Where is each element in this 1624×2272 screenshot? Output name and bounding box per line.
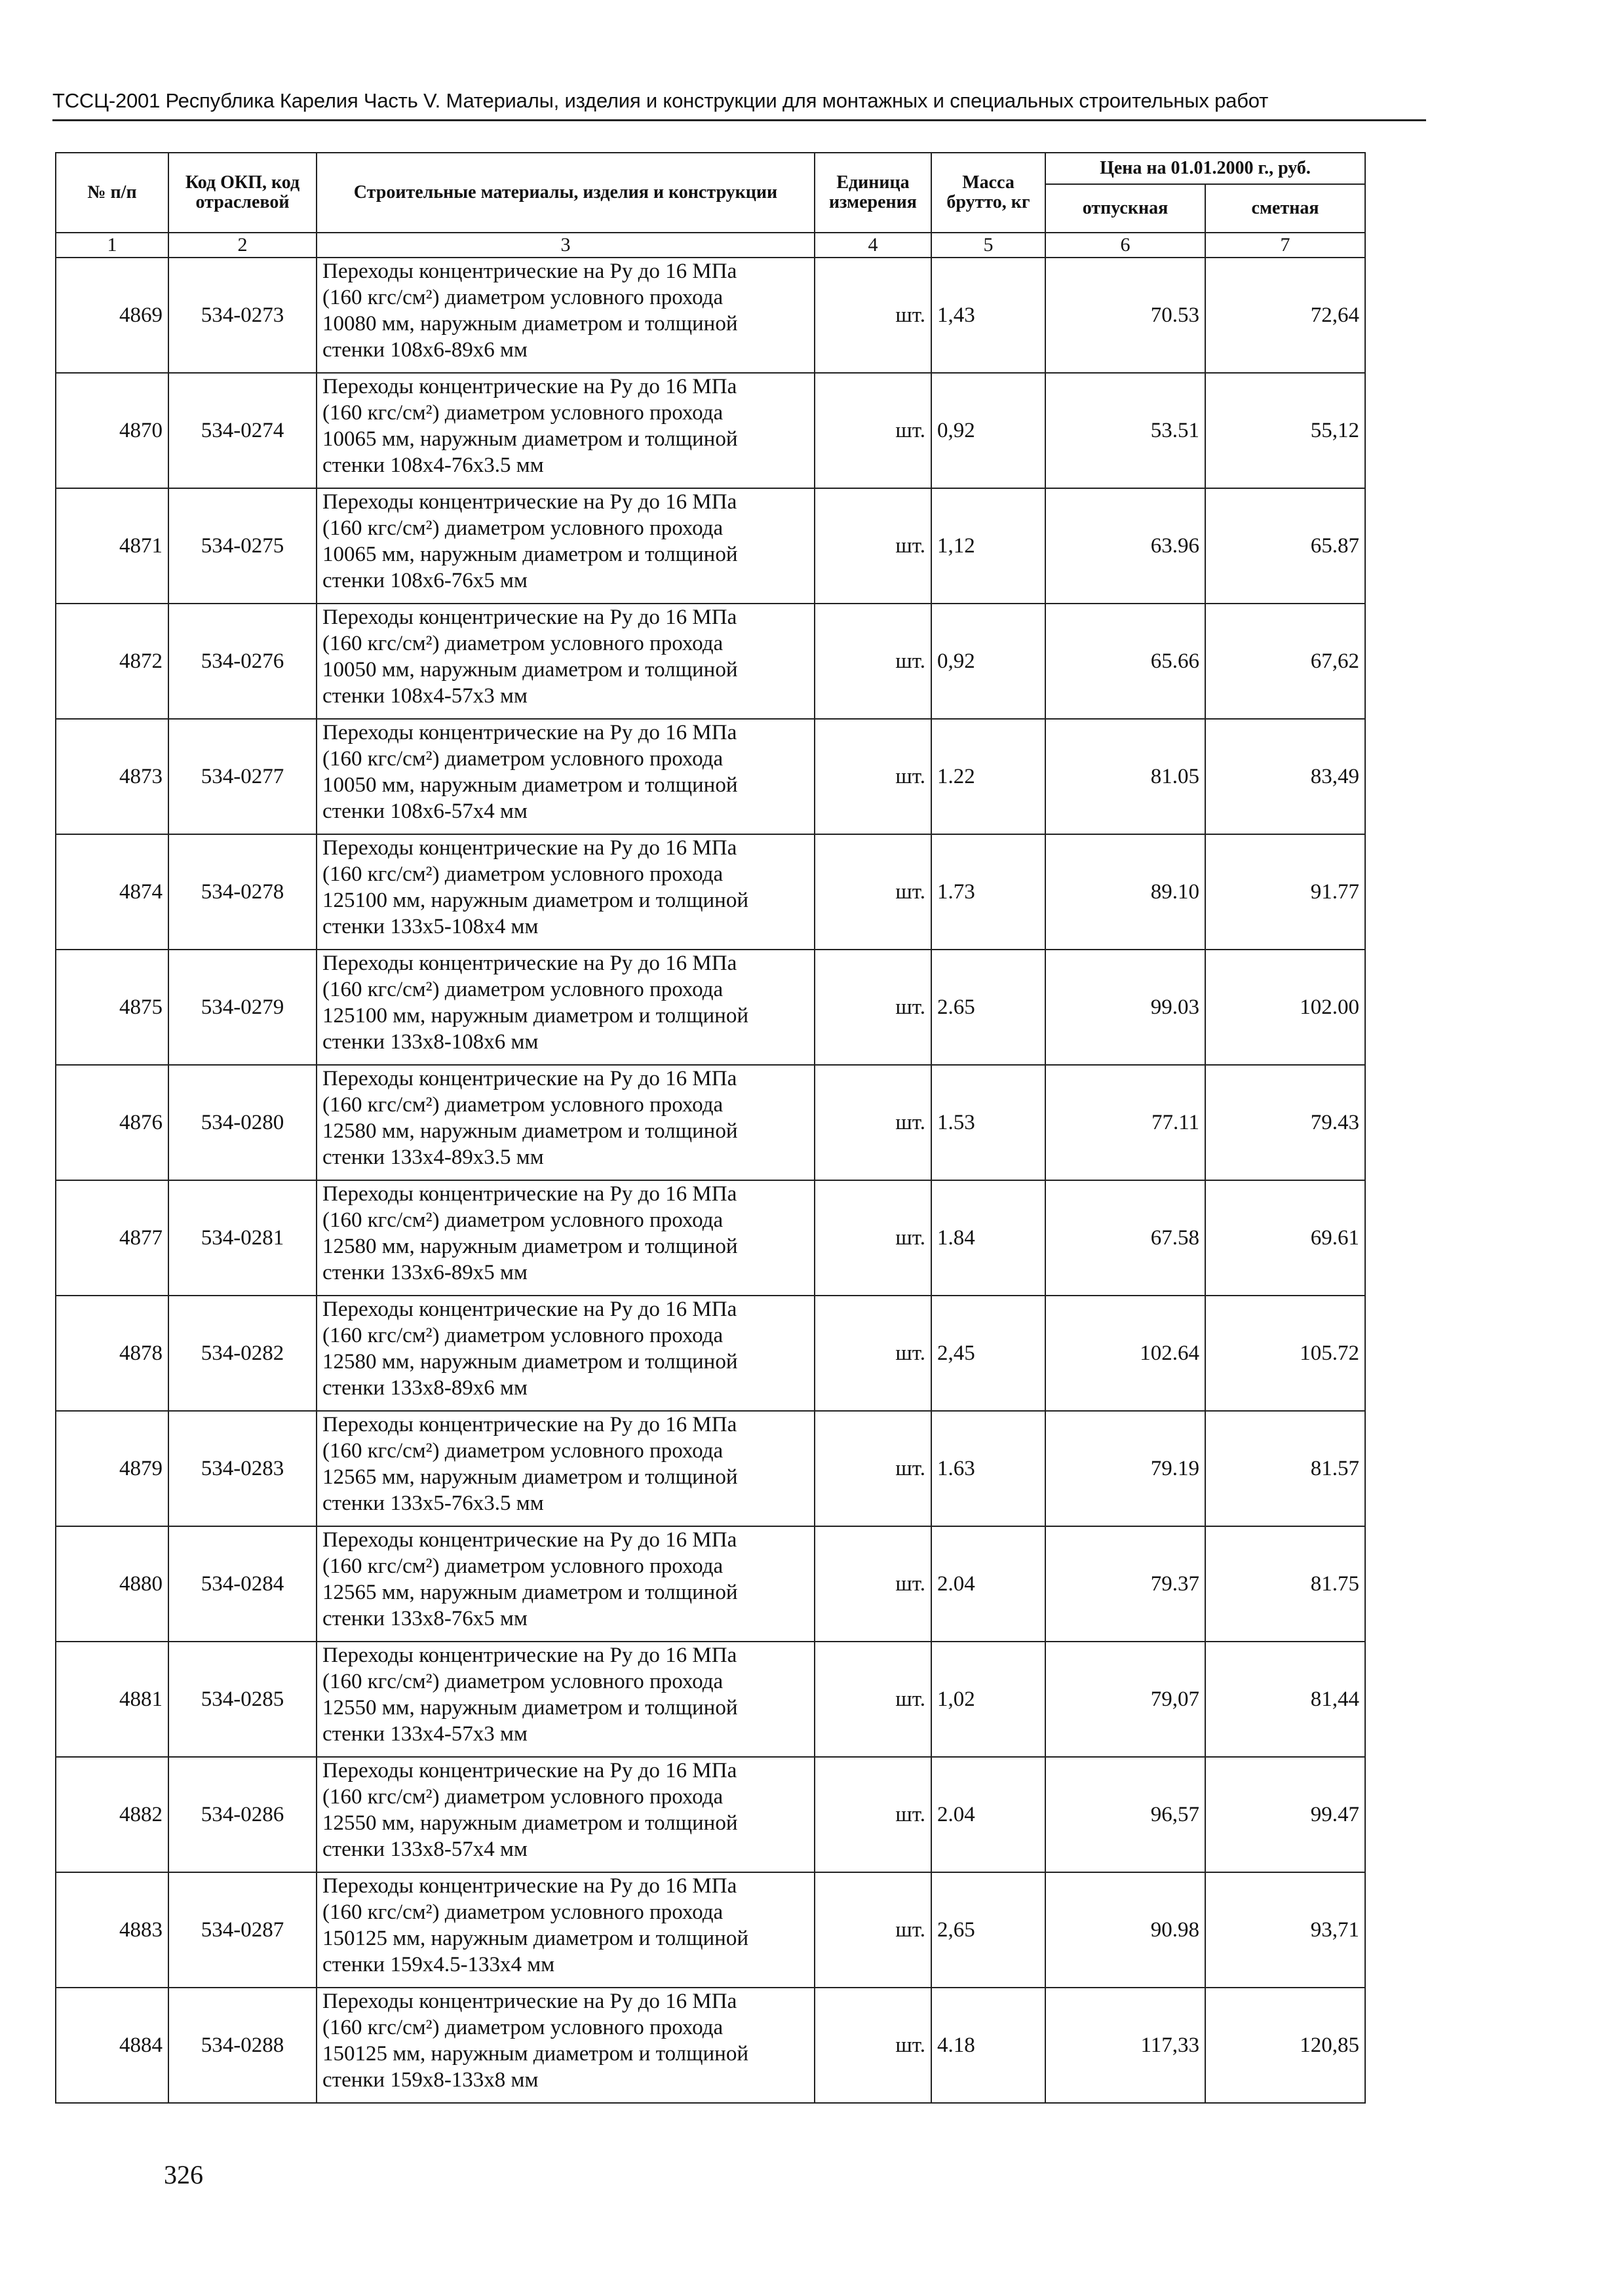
description-line: 12565 мм, наружным диаметром и толщиной: [322, 1581, 738, 1604]
okp-code: 534-0286: [168, 1757, 317, 1872]
description-line: стенки 108х6-76х5 мм: [322, 569, 528, 592]
table-row: [56, 1411, 1365, 1526]
description-line: (160 кгс/см²) диаметром условного прохода: [322, 1670, 724, 1693]
estimate-price: 99.47: [1205, 1757, 1365, 1872]
okp-code: 534-0285: [168, 1642, 317, 1757]
description-line: стенки 133х8-108х6 мм: [322, 1030, 539, 1054]
item-description: [317, 834, 815, 950]
col-header-unit: Единица измерения: [815, 153, 931, 233]
column-number: 5: [931, 233, 1045, 258]
description-line: стенки 108х4-57х3 мм: [322, 684, 528, 708]
description-line: стенки 108х6-57х4 мм: [322, 799, 528, 823]
unit-of-measure: шт.: [815, 719, 931, 834]
gross-mass: 0,92: [931, 373, 1045, 488]
description-line: Переходы концентрические на Ру до 16 МПа: [322, 375, 737, 398]
item-description: [317, 1988, 815, 2103]
description-line: стенки 133х8-89х6 мм: [322, 1376, 528, 1400]
table-row: [56, 1642, 1365, 1757]
estimate-price: 91.77: [1205, 834, 1365, 950]
description-line: 10065 мм, наружным диаметром и толщиной: [322, 543, 738, 566]
okp-code: 534-0284: [168, 1526, 317, 1642]
release-price: 96,57: [1045, 1757, 1205, 1872]
description-line: 12580 мм, наружным диаметром и толщиной: [322, 1235, 738, 1258]
description-line: 125100 мм, наружным диаметром и толщиной: [322, 889, 748, 912]
description-line: (160 кгс/см²) диаметром условного прохода: [322, 1785, 724, 1809]
row-number: 4870: [56, 373, 168, 488]
table-row: [56, 834, 1365, 950]
description-line: (160 кгс/см²) диаметром условного прохода: [322, 1093, 724, 1117]
description-line: (160 кгс/см²) диаметром условного прохода: [322, 1900, 724, 1924]
unit-of-measure: шт.: [815, 488, 931, 604]
gross-mass: 2,45: [931, 1296, 1045, 1411]
gross-mass: 2.65: [931, 950, 1045, 1065]
col-header-price-group: Цена на 01.01.2000 г., руб.: [1045, 153, 1365, 184]
unit-of-measure: шт.: [815, 1642, 931, 1757]
estimate-price: 102.00: [1205, 950, 1365, 1065]
description-line: Переходы концентрические на Ру до 16 МПа: [322, 721, 737, 744]
description-line: стенки 108х6-89х6 мм: [322, 338, 528, 362]
release-price: 79.37: [1045, 1526, 1205, 1642]
description-line: (160 кгс/см²) диаметром условного прохода: [322, 286, 724, 309]
gross-mass: 1.84: [931, 1180, 1045, 1296]
description-line: (160 кгс/см²) диаметром условного прохода: [322, 1554, 724, 1578]
description-line: (160 кгс/см²) диаметром условного прохода: [322, 401, 724, 425]
description-line: Переходы концентрические на Ру до 16 МПа: [322, 1413, 737, 1436]
description-line: 125100 мм, наружным диаметром и толщиной: [322, 1004, 748, 1028]
item-description: [317, 373, 815, 488]
item-description: [317, 1180, 815, 1296]
description-line: Переходы концентрические на Ру до 16 МПа: [322, 1874, 737, 1898]
description-line: (160 кгс/см²) диаметром условного прохода: [322, 862, 724, 886]
estimate-price: 81,44: [1205, 1642, 1365, 1757]
okp-code: 534-0279: [168, 950, 317, 1065]
column-number: 4: [815, 233, 931, 258]
unit-of-measure: шт.: [815, 1872, 931, 1988]
unit-of-measure: шт.: [815, 1065, 931, 1180]
item-description: [317, 719, 815, 834]
okp-code: 534-0283: [168, 1411, 317, 1526]
description-line: Переходы концентрические на Ру до 16 МПа: [322, 260, 737, 283]
okp-code: 534-0274: [168, 373, 317, 488]
okp-code: 534-0277: [168, 719, 317, 834]
description-line: стенки 133х6-89х5 мм: [322, 1261, 528, 1284]
description-line: Переходы концентрические на Ру до 16 МПа: [322, 1298, 737, 1321]
item-description: [317, 604, 815, 719]
item-description: [317, 950, 815, 1065]
row-number: 4879: [56, 1411, 168, 1526]
gross-mass: 1,02: [931, 1642, 1045, 1757]
release-price: 65.66: [1045, 604, 1205, 719]
description-line: Переходы концентрические на Ру до 16 МПа: [322, 606, 737, 629]
description-line: стенки 133х8-76х5 мм: [322, 1607, 528, 1630]
description-line: Переходы концентрические на Ру до 16 МПа: [322, 1990, 737, 2013]
description-line: (160 кгс/см²) диаметром условного прохода: [322, 978, 724, 1001]
description-line: (160 кгс/см²) диаметром условного прохода: [322, 2016, 724, 2039]
gross-mass: 1.73: [931, 834, 1045, 950]
release-price: 81.05: [1045, 719, 1205, 834]
item-description: [317, 1757, 815, 1872]
okp-code: 534-0280: [168, 1065, 317, 1180]
unit-of-measure: шт.: [815, 1988, 931, 2103]
table-row: [56, 258, 1365, 373]
gross-mass: 1.53: [931, 1065, 1045, 1180]
table-row: [56, 1180, 1365, 1296]
okp-code: 534-0282: [168, 1296, 317, 1411]
description-line: стенки 133х5-76х3.5 мм: [322, 1492, 544, 1515]
description-line: (160 кгс/см²) диаметром условного прохода: [322, 1439, 724, 1463]
release-price: 53.51: [1045, 373, 1205, 488]
table-row: [56, 1526, 1365, 1642]
gross-mass: 1.63: [931, 1411, 1045, 1526]
item-description: [317, 1872, 815, 1988]
description-line: 12565 мм, наружным диаметром и толщиной: [322, 1465, 738, 1489]
estimate-price: 65.87: [1205, 488, 1365, 604]
row-number: 4869: [56, 258, 168, 373]
description-line: 150125 мм, наружным диаметром и толщиной: [322, 1927, 748, 1950]
description-line: 12580 мм, наружным диаметром и толщиной: [322, 1119, 738, 1143]
gross-mass: 2.04: [931, 1757, 1045, 1872]
description-line: (160 кгс/см²) диаметром условного прохода: [322, 1208, 724, 1232]
row-number: 4883: [56, 1872, 168, 1988]
okp-code: 534-0287: [168, 1872, 317, 1988]
description-line: стенки 108х4-76х3.5 мм: [322, 453, 544, 477]
column-number: 3: [317, 233, 815, 258]
release-price: 77.11: [1045, 1065, 1205, 1180]
release-price: 79,07: [1045, 1642, 1205, 1757]
table-row: [56, 488, 1365, 604]
table-row: [56, 1296, 1365, 1411]
row-number: 4873: [56, 719, 168, 834]
estimate-price: 93,71: [1205, 1872, 1365, 1988]
gross-mass: 1,43: [931, 258, 1045, 373]
table-body: [56, 258, 1365, 2103]
release-price: 63.96: [1045, 488, 1205, 604]
table-row: [56, 373, 1365, 488]
description-line: стенки 159х4.5-133х4 мм: [322, 1953, 555, 1976]
release-price: 70.53: [1045, 258, 1205, 373]
item-description: [317, 1411, 815, 1526]
estimate-price: 69.61: [1205, 1180, 1365, 1296]
unit-of-measure: шт.: [815, 373, 931, 488]
table-row: [56, 1872, 1365, 1988]
okp-code: 534-0273: [168, 258, 317, 373]
row-number: 4876: [56, 1065, 168, 1180]
okp-code: 534-0275: [168, 488, 317, 604]
description-line: стенки 133х4-89х3.5 мм: [322, 1146, 544, 1169]
row-number: 4881: [56, 1642, 168, 1757]
description-line: Переходы концентрические на Ру до 16 МПа: [322, 1644, 737, 1667]
okp-code: 534-0281: [168, 1180, 317, 1296]
row-number: 4884: [56, 1988, 168, 2103]
unit-of-measure: шт.: [815, 1411, 931, 1526]
table-row: [56, 950, 1365, 1065]
release-price: 102.64: [1045, 1296, 1205, 1411]
okp-code: 534-0278: [168, 834, 317, 950]
table-row: [56, 1065, 1365, 1180]
estimate-price: 72,64: [1205, 258, 1365, 373]
estimate-price: 79.43: [1205, 1065, 1365, 1180]
release-price: 67.58: [1045, 1180, 1205, 1296]
column-number-row: [56, 233, 1365, 258]
unit-of-measure: шт.: [815, 834, 931, 950]
description-line: 10065 мм, наружным диаметром и толщиной: [322, 427, 738, 451]
row-number: 4877: [56, 1180, 168, 1296]
unit-of-measure: шт.: [815, 1526, 931, 1642]
page-number: 326: [164, 2160, 203, 2189]
row-number: 4882: [56, 1757, 168, 1872]
col-header-name: Строительные материалы, изделия и конструкции: [317, 153, 815, 233]
description-line: (160 кгс/см²) диаметром условного прохода: [322, 1324, 724, 1347]
estimate-price: 67,62: [1205, 604, 1365, 719]
table-row: [56, 604, 1365, 719]
estimate-price: 120,85: [1205, 1988, 1365, 2103]
row-number: 4871: [56, 488, 168, 604]
item-description: [317, 1296, 815, 1411]
column-number: 2: [168, 233, 317, 258]
table-row: [56, 1988, 1365, 2103]
table-row: [56, 719, 1365, 834]
gross-mass: 2.04: [931, 1526, 1045, 1642]
page-header: ТССЦ-2001 Республика Карелия Часть V. Материалы, изделия и конструкции для монтажных и специальных строительных работ: [52, 89, 1426, 121]
description-line: (160 кгс/см²) диаметром условного прохода: [322, 747, 724, 771]
description-line: Переходы концентрические на Ру до 16 МПа: [322, 1182, 737, 1206]
row-number: 4875: [56, 950, 168, 1065]
release-price: 117,33: [1045, 1988, 1205, 2103]
release-price: 79.19: [1045, 1411, 1205, 1526]
description-line: стенки 133х8-57х4 мм: [322, 1838, 528, 1861]
row-number: 4878: [56, 1296, 168, 1411]
description-line: Переходы концентрические на Ру до 16 МПа: [322, 1067, 737, 1090]
col-header-code: Код ОКП, код отраслевой: [168, 153, 317, 233]
estimate-price: 105.72: [1205, 1296, 1365, 1411]
unit-of-measure: шт.: [815, 1180, 931, 1296]
unit-of-measure: шт.: [815, 1757, 931, 1872]
description-line: (160 кгс/см²) диаметром условного прохода: [322, 632, 724, 655]
gross-mass: 1.22: [931, 719, 1045, 834]
price-table: [55, 152, 1366, 2104]
column-number: 1: [56, 233, 168, 258]
item-description: [317, 1065, 815, 1180]
description-line: (160 кгс/см²) диаметром условного прохода: [322, 516, 724, 540]
col-header-mass: Масса брутто, кг: [931, 153, 1045, 233]
row-number: 4872: [56, 604, 168, 719]
item-description: [317, 1526, 815, 1642]
description-line: 12580 мм, наружным диаметром и толщиной: [322, 1350, 738, 1374]
gross-mass: 1,12: [931, 488, 1045, 604]
item-description: [317, 1642, 815, 1757]
description-line: 150125 мм, наружным диаметром и толщиной: [322, 2042, 748, 2066]
release-price: 89.10: [1045, 834, 1205, 950]
row-number: 4874: [56, 834, 168, 950]
description-line: 12550 мм, наружным диаметром и толщиной: [322, 1811, 738, 1835]
okp-code: 534-0276: [168, 604, 317, 719]
estimate-price: 81.57: [1205, 1411, 1365, 1526]
estimate-price: 81.75: [1205, 1526, 1365, 1642]
description-line: стенки 159х8-133х8 мм: [322, 2068, 539, 2092]
unit-of-measure: шт.: [815, 950, 931, 1065]
description-line: 10050 мм, наружным диаметром и толщиной: [322, 773, 738, 797]
estimate-price: 83,49: [1205, 719, 1365, 834]
row-number: 4880: [56, 1526, 168, 1642]
unit-of-measure: шт.: [815, 604, 931, 719]
col-header-price-release: отпускная: [1045, 184, 1205, 233]
description-line: 12550 мм, наружным диаметром и толщиной: [322, 1696, 738, 1720]
description-line: Переходы концентрические на Ру до 16 МПа: [322, 836, 737, 860]
release-price: 90.98: [1045, 1872, 1205, 1988]
description-line: стенки 133х5-108х4 мм: [322, 915, 539, 938]
release-price: 99.03: [1045, 950, 1205, 1065]
column-number: 6: [1045, 233, 1205, 258]
unit-of-measure: шт.: [815, 1296, 931, 1411]
gross-mass: 4.18: [931, 1988, 1045, 2103]
description-line: 10080 мм, наружным диаметром и толщиной: [322, 312, 738, 336]
column-number: 7: [1205, 233, 1365, 258]
item-description: [317, 488, 815, 604]
description-line: Переходы концентрические на Ру до 16 МПа: [322, 490, 737, 514]
description-line: стенки 133х4-57х3 мм: [322, 1722, 528, 1746]
gross-mass: 0,92: [931, 604, 1045, 719]
okp-code: 534-0288: [168, 1988, 317, 2103]
col-header-num: № п/п: [56, 153, 168, 233]
item-description: [317, 258, 815, 373]
description-line: Переходы концентрические на Ру до 16 МПа: [322, 1528, 737, 1552]
description-line: Переходы концентрические на Ру до 16 МПа: [322, 952, 737, 975]
description-line: 10050 мм, наружным диаметром и толщиной: [322, 658, 738, 682]
unit-of-measure: шт.: [815, 258, 931, 373]
description-line: Переходы концентрические на Ру до 16 МПа: [322, 1759, 737, 1782]
estimate-price: 55,12: [1205, 373, 1365, 488]
table-row: [56, 1757, 1365, 1872]
col-header-price-estimate: сметная: [1205, 184, 1365, 233]
gross-mass: 2,65: [931, 1872, 1045, 1988]
